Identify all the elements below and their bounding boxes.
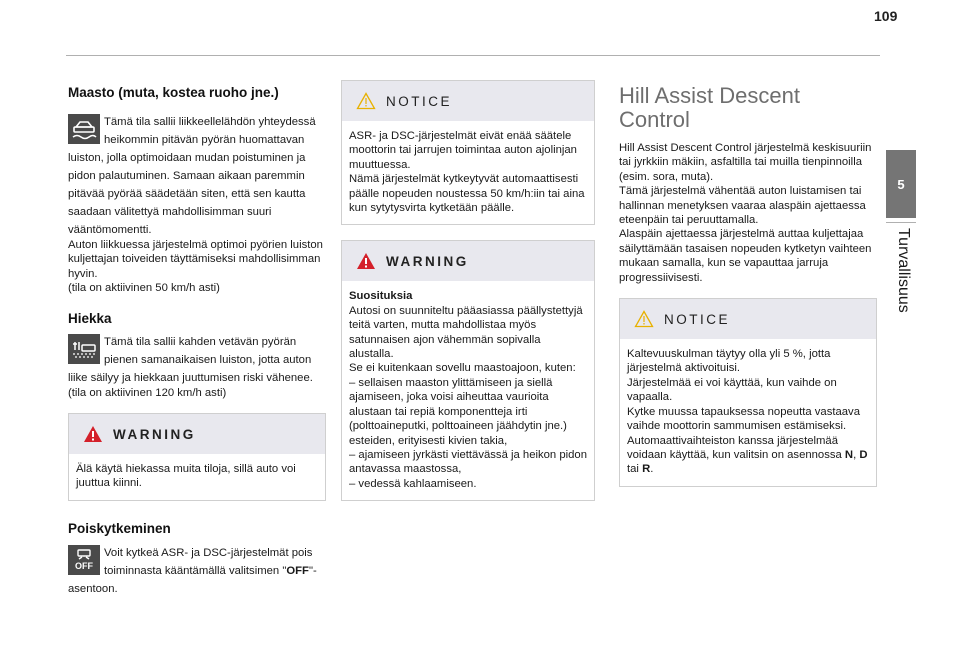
warning-item-1: – sellaisen maaston ylittämiseen ja siellä ajamiseen, joka voisi aiheuttaa vaurioita alustaan tai repiä komponentteja irti (polttoaineputki, polttoaineen jäähdytin jne.) esteiden, erityisesti kivien takia,	[349, 376, 567, 447]
hadc-text-1: Hill Assist Descent Control järjestelmä keskisuuriin tai jyrkkiin mäkiin, asfaltilla tai muilla tienpinnoilla (esim. sora, muta).	[619, 142, 872, 183]
notice-header	[620, 299, 876, 339]
terrain-text-2: Auton liikkuessa järjestelmä optimoi pyörien luiston kuljettajan toiveiden täyttämiseksi mahdollisimman hyvin.	[68, 239, 323, 280]
notice-text-2: Nämä järjestelmät kytkeytyvät automaattisesti päälle nopeuden noustessa 50 km/h:iin tai aina kun sytytysvirta kytketään päälle.	[349, 173, 585, 215]
sand-section	[68, 332, 326, 386]
heading-sand: Hiekka	[68, 310, 112, 326]
warning-triangle-icon	[83, 425, 103, 443]
top-divider	[66, 55, 880, 56]
notice-triangle-icon	[634, 310, 654, 328]
notice-box-hadc	[619, 298, 877, 487]
warning-box-sand	[68, 413, 326, 501]
chapter-tab[interactable]	[886, 150, 916, 218]
terrain-text: Tämä tila sallii liikkeellelähdön yhteydessä heikommin pitävän pyörän huomattavan luiston, jolla optimoidaan mudan poistuminen ja pidon palautuminen. Samaan aikaan paremmin pitävää pyörää säädetään siten, että sen kautta saadaan välitettyä mahdollisimman suuri vääntömomentti.	[68, 116, 316, 236]
column-left	[68, 80, 326, 597]
sand-text-2: (tila on aktiivinen 120 km/h asti)	[68, 386, 227, 399]
heading-off: Poiskytkeminen	[68, 520, 171, 536]
off-mode-icon	[68, 545, 100, 575]
notice-box-asr	[341, 80, 595, 225]
warning-text: Älä käytä hiekassa muita tiloja, sillä auto voi juuttua kiinni.	[76, 463, 296, 490]
terrain-mode-icon	[68, 114, 100, 144]
notice-text-3: Kytke muussa tapauksessa nopeutta vastaava vaihde moottorin sammumisen estämiseksi.	[627, 405, 860, 433]
notice-body	[620, 339, 876, 486]
notice-title: NOTICE	[664, 311, 731, 327]
notice-text: ASR- ja DSC-järjestelmät eivät enää säätele moottorin tai jarrujen toimintaa auton ajolinjan muuttuessa.	[349, 130, 577, 171]
warning-triangle-icon	[356, 252, 376, 270]
notice-text-4: Automaattivaihteiston kanssa järjestelmää voidaan käyttää, kun valitsin on asennossa N, D tai R.	[627, 434, 868, 476]
terrain-section	[68, 112, 326, 238]
warning-header	[69, 414, 325, 454]
warning-header	[342, 241, 594, 281]
sand-mode-icon	[68, 334, 100, 364]
warning-body	[342, 281, 594, 500]
column-right	[619, 80, 877, 487]
notice-body	[342, 121, 594, 224]
notice-text-1: Kaltevuuskulman täytyy olla yli 5 %, jotta järjestelmä aktivoituisi.	[627, 348, 831, 375]
notice-title: NOTICE	[386, 93, 453, 109]
notice-triangle-icon	[356, 92, 376, 110]
off-section	[68, 543, 326, 597]
warning-text-2: Se ei kuitenkaan sovellu maastoajoon, kuten:	[349, 362, 576, 375]
sand-text: Tämä tila sallii kahden vetävän pyörän pienen samanaikaisen luiston, jotta auton liike säilyy ja hiekkaan juuttumisen riski vähenee.	[68, 335, 313, 384]
hadc-text-2: Tämä järjestelmä vähentää auton luistamisen tai hallinnan menetyksen vaaraa alaspäin ajettaessa eteenpäin tai peruuttamalla.	[619, 185, 866, 227]
warning-title: WARNING	[386, 253, 469, 269]
warning-item-3: – vedessä kahlaamiseen.	[349, 477, 477, 490]
warning-heading: Suosituksia	[349, 290, 413, 303]
off-icon-label: OFF	[75, 560, 93, 571]
section-title: Hill Assist Descent Control	[619, 83, 800, 132]
warning-box-offroad	[341, 240, 595, 501]
off-text: Voit kytkeä ASR- ja DSC-järjestelmät pois toiminnasta kääntämällä valitsimen "OFF"-asentoon.	[68, 546, 317, 595]
chapter-label: Turvallisuus	[895, 228, 912, 313]
hadc-text-3: Alaspäin ajettaessa järjestelmä auttaa kuljettajaa säilyttämään tasaisen nopeuden kytketyn vaihteen mukaan samalla, kun se vapauttaa jarruja progressiivisesti.	[619, 228, 872, 284]
warning-title: WARNING	[113, 426, 196, 442]
chapter-number: 5	[897, 176, 905, 192]
notice-text-2: Järjestelmää ei voi käyttää, kun vaihde on vapaalla.	[627, 376, 837, 404]
page-number: 109	[874, 8, 898, 24]
terrain-text-3: (tila on aktiivinen 50 km/h asti)	[68, 282, 220, 295]
notice-header	[342, 81, 594, 121]
warning-item-2: – ajamiseen jyrkästi viettävässä ja heikon pidon antavassa maastossa,	[349, 448, 587, 476]
warning-text-1: Autosi on suunniteltu pääasiassa päällystettyjä teitä varten, mutta mahdollistaa myös satunnaisen ajon vähemmän sopivalla alustalla.	[349, 304, 583, 361]
column-middle	[341, 80, 595, 501]
side-divider	[886, 222, 916, 223]
heading-terrain: Maasto (muta, kostea ruoho jne.)	[68, 85, 279, 100]
